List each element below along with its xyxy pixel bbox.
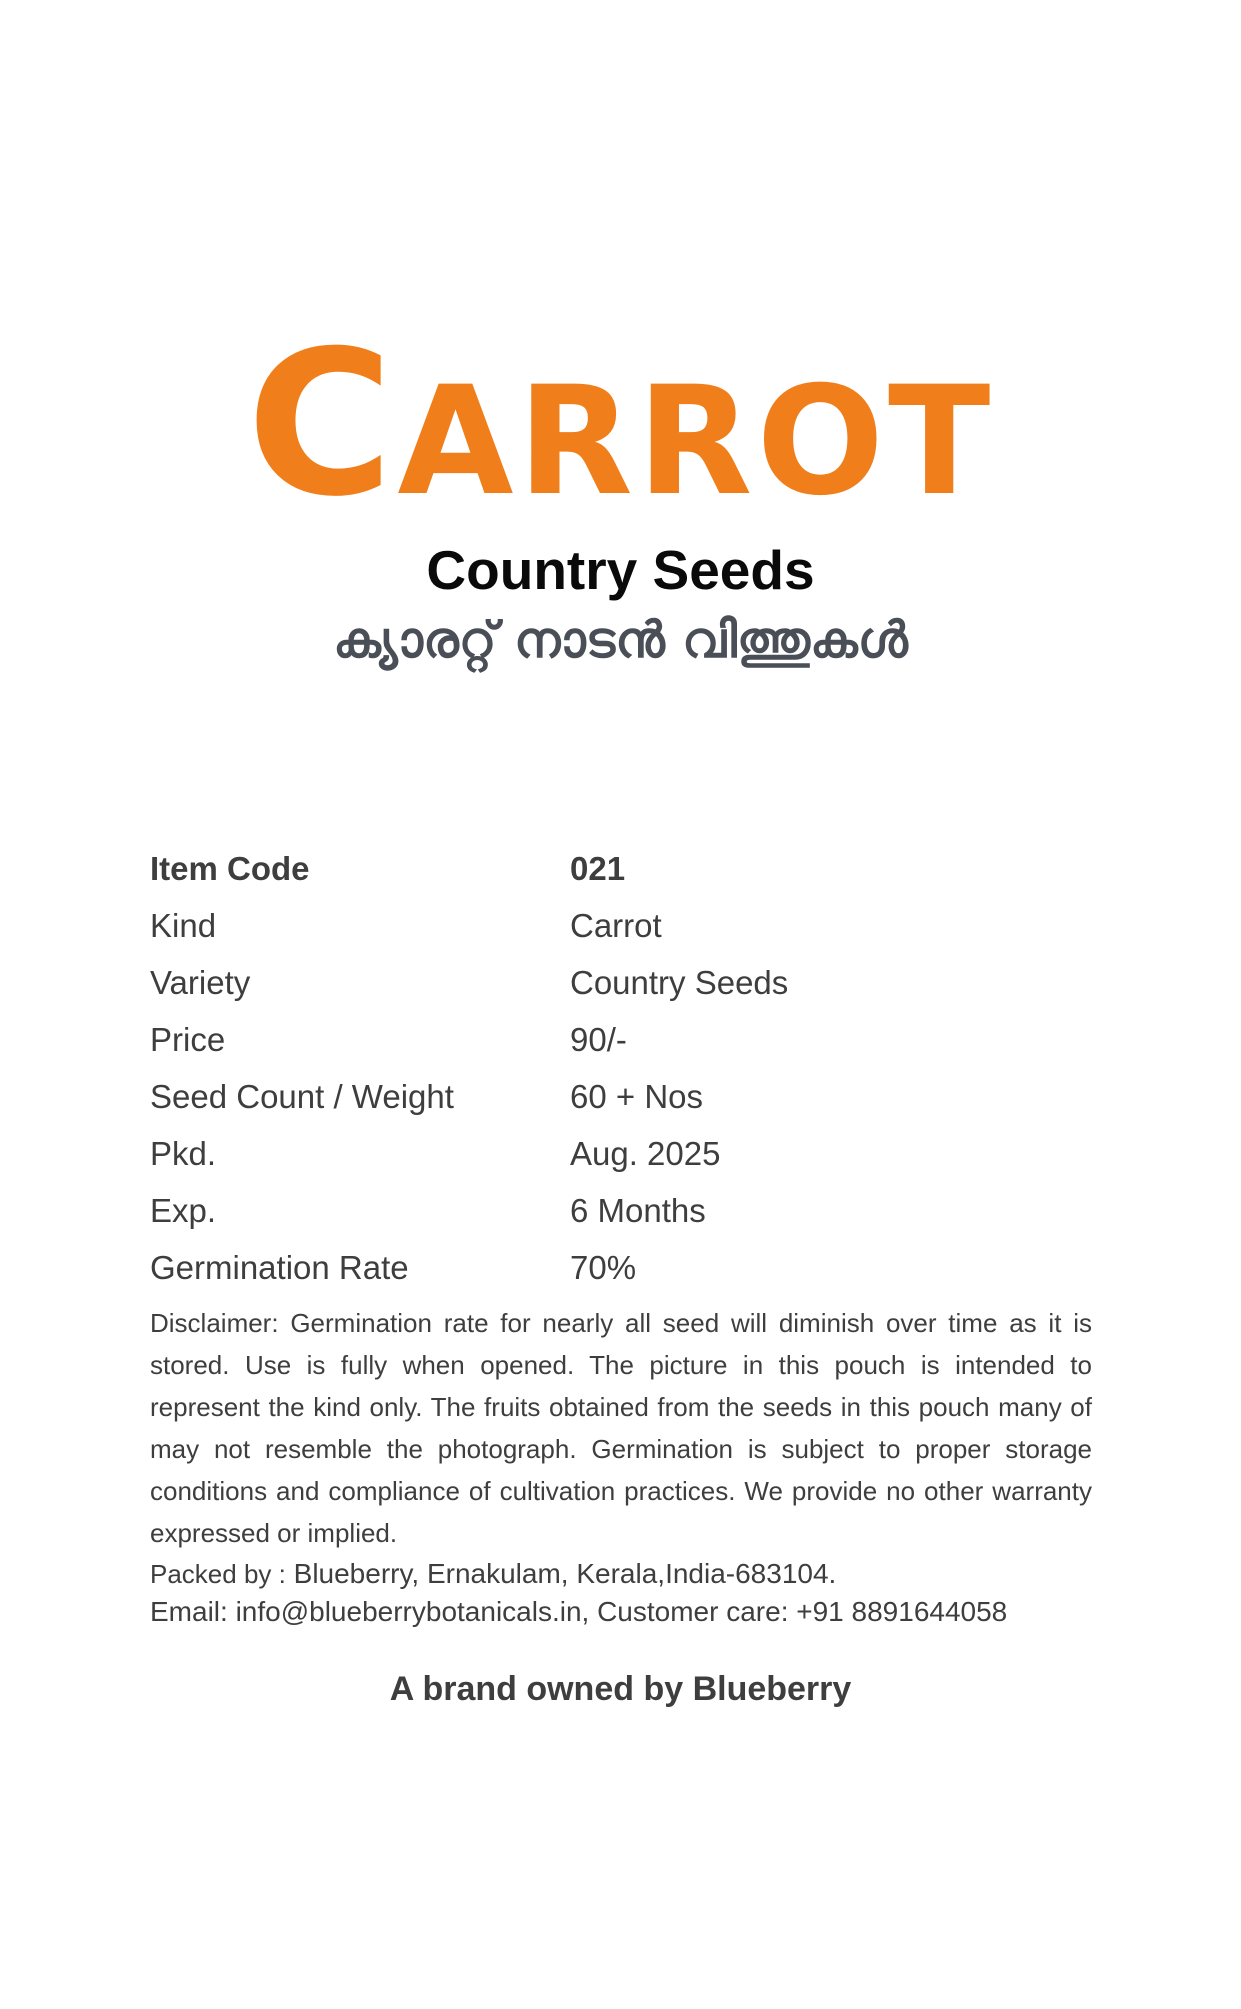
contact-line: Email: info@blueberrybotanicals.in, Customer care: +91 8891644058 (150, 1596, 1008, 1627)
detail-row-price (150, 1011, 1100, 1068)
packed-by-label: Packed by : (150, 1559, 286, 1589)
detail-value: Aug. 2025 (570, 1134, 721, 1172)
packed-by-line (150, 1555, 1110, 1593)
detail-value: 6 Months (570, 1191, 706, 1229)
detail-label: Item Code (150, 849, 310, 887)
disclaimer-text: Disclaimer: Germination rate for nearly all seed will diminish over time as it is stored. Use is fully when opened. The picture in this pouch is intended to represent the kind only. The fruits obtained from the seeds in this pouch many of may not resemble the photograph. Germination is subject to proper storage conditions and compliance of cultivation practices. We provide no other warranty expressed or implied. (150, 1308, 1092, 1548)
detail-row-kind (150, 897, 1100, 954)
detail-value: Carrot (570, 906, 662, 944)
detail-value: 60 + Nos (570, 1077, 703, 1115)
detail-label: Exp. (150, 1191, 217, 1229)
detail-row-expiry (150, 1182, 1100, 1239)
detail-value: 70% (570, 1248, 637, 1286)
detail-label: Variety (150, 963, 251, 1001)
details-table (150, 840, 1100, 1296)
detail-row-packed-date (150, 1125, 1100, 1182)
product-title-initial: C (246, 308, 398, 541)
detail-label: Kind (150, 906, 217, 944)
detail-label: Germination Rate (150, 1248, 409, 1286)
detail-value: 021 (570, 849, 626, 887)
detail-value: 90/- (570, 1020, 627, 1058)
product-title (0, 308, 1241, 541)
packed-by-block (150, 1555, 1110, 1631)
detail-label: Pkd. (150, 1134, 217, 1172)
detail-value: Country Seeds (570, 963, 789, 1001)
packed-by-address: Blueberry, Ernakulam, Kerala,India-683104. (293, 1558, 837, 1589)
detail-row-germination-rate (150, 1239, 1100, 1296)
detail-row-variety (150, 954, 1100, 1011)
brand-owner-line: A brand owned by Blueberry (389, 1670, 852, 1708)
detail-label: Seed Count / Weight (150, 1077, 454, 1115)
detail-row-item-code (150, 840, 1100, 897)
product-subtitle: Country Seeds (426, 539, 815, 601)
detail-label: Price (150, 1020, 226, 1058)
product-subtitle-malayalam: ക്യാരറ്റ് നാടൻ വിത്തുകൾ (333, 611, 908, 669)
detail-row-seed-count (150, 1068, 1100, 1125)
product-title-rest: ARROT (397, 355, 995, 529)
